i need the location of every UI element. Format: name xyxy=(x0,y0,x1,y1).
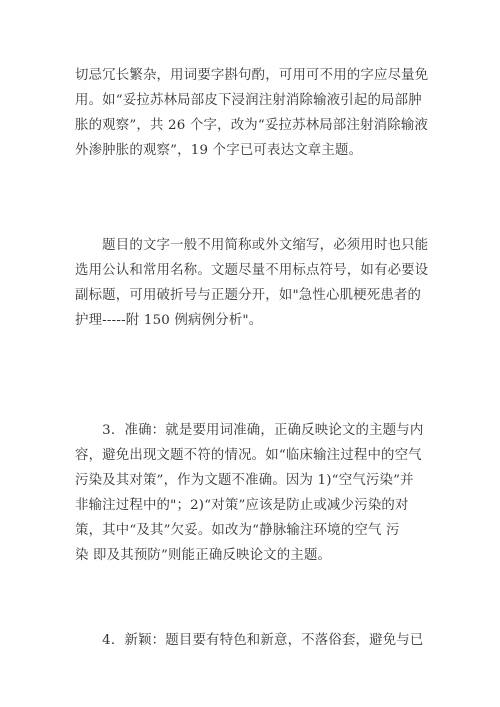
paragraph-title-abbreviations xyxy=(75,233,427,333)
text-line: 染 即及其预防”则能正确反映论文的主题。 xyxy=(75,548,332,563)
text-line: 切忌冗长繁杂，用词要字斟句酌，可用可不用的字应尽量免 xyxy=(75,68,429,83)
text-line: 污染及其对策”，作为文题不准确。因为 1)“空气污染”并 xyxy=(75,473,414,488)
text-line: 用。如“妥拉苏林局部皮下浸润注射消除输液引起的局部肿 xyxy=(75,93,422,108)
text-line: 选用公认和常用名称。文题尽量不用标点符号，如有必要设 xyxy=(75,263,429,278)
paragraph-accuracy xyxy=(75,418,427,568)
text-line: 4．新颖：题目要有特色和新意，不落俗套，避免与已 xyxy=(75,633,424,648)
text-line: 非输注过程中的"；2)“对策”应该是防止或减少污染的对 xyxy=(75,498,409,513)
paragraph-title-conciseness xyxy=(75,63,427,163)
text-line: 容，避免出现文题不符的情况。如“临床输注过程中的空气 xyxy=(75,448,422,463)
text-line: 策，其中“及其”欠妥。如改为“静脉输注环境的空气 污 xyxy=(75,523,400,538)
text-line: 外渗肿胀的观察”，19 个字已可表达文章主题。 xyxy=(75,143,363,158)
text-line: 胀的观察”，共 26 个字，改为“妥拉苏林局部注射消除输液 xyxy=(75,118,429,133)
text-line: 3．准确：就是要用词准确，正确反映论文的主题与内 xyxy=(75,423,424,438)
paragraph-novelty xyxy=(75,628,427,653)
text-line: 护理-----附 150 例病例分析"。 xyxy=(75,313,263,328)
text-line: 题目的文字一般不用简称或外文缩写，必须用时也只能 xyxy=(75,238,429,253)
text-line: 副标题，可用破折号与正题分开，如"急性心肌梗死患者的 xyxy=(75,288,422,303)
